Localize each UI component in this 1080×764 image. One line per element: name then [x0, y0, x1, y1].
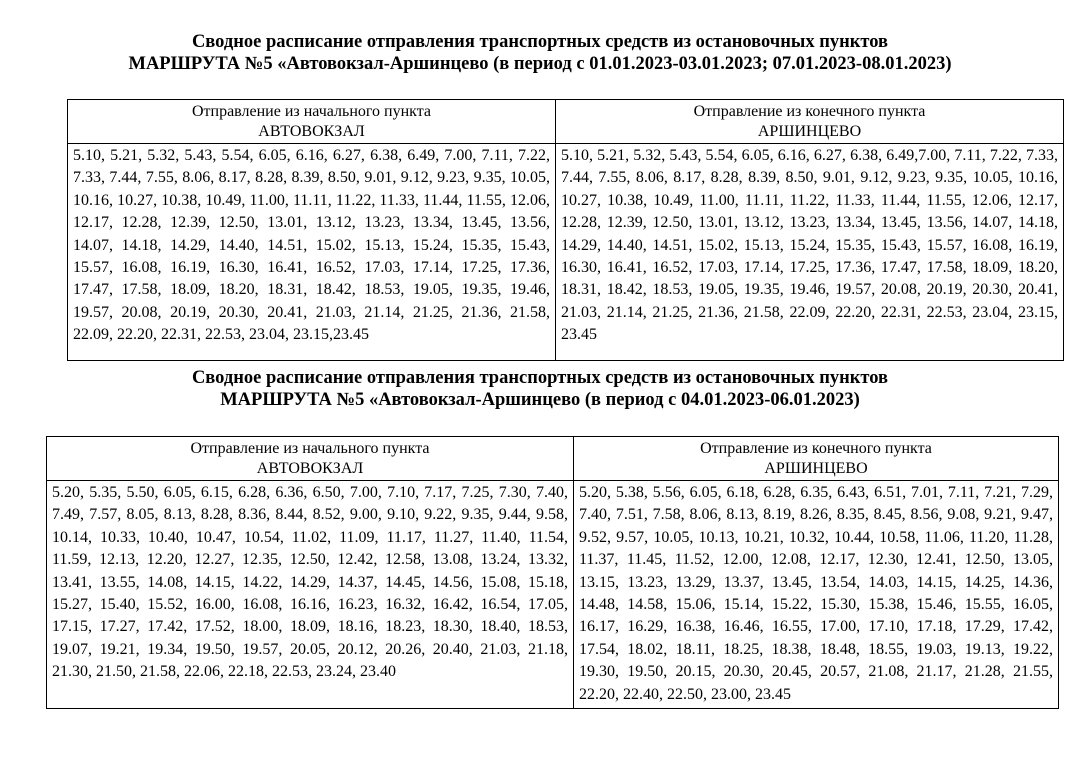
schedule1-title-line1: Сводное расписание отправления транспортных средств из остановочных пунктов: [191, 32, 889, 52]
schedule2-left-header: [47, 437, 574, 481]
schedule1-right-header-line1: Отправление из конечного пункта: [693, 103, 926, 120]
schedule2-table: [46, 436, 1059, 709]
schedule1-left-header: [68, 100, 556, 144]
schedule1-header-row: [68, 100, 1064, 144]
schedule2-title-line1: Сводное расписание отправления транспортных средств из остановочных пунктов: [191, 368, 889, 388]
schedule2-right-header-line1: Отправление из конечного пункта: [700, 440, 932, 457]
schedule1-left-header-line2: АВТОВОКЗАЛ: [258, 123, 365, 140]
schedule2-title-line2: МАРШРУТА №5 «Автовокзал-Аршинцево (в период с 04.01.2023-06.01.2023): [220, 390, 860, 410]
schedule2-left-header-line2: АВТОВОКЗАЛ: [256, 460, 364, 477]
schedule2-times-row: [47, 481, 1059, 709]
schedule2-right-header-line2: АРШИНЦЕВО: [764, 460, 868, 477]
schedule2-title: [0, 367, 1080, 411]
schedule1-times-row: [68, 144, 1064, 361]
schedule1-left-times: 5.10, 5.21, 5.32, 5.43, 5.54, 6.05, 6.16, 6.27, 6.38, 6.49, 7.00, 7.11, 7.22, 7.33, 7.44, 7.55, 8.06, 8.17, 8.28, 8.39, 8.50, 9.01, 9.12, 9.23, 9.35, 10.05, 10.16, 10.27, 10.38, 10.49, 11.00, 11.11, 11.22, 11.33, 11.44, 11.55, 12.06, 12.17, 12.28, 12.39, 12.50, 13.01, 13.12, 13.23, 13.34, 13.45, 13.56, 14.07, 14.18, 14.29, 14.40, 14.51, 15.02, 15.13, 15.24, 15.35, 15.43, 15.57, 16.08, 16.19, 16.30, 16.41, 16.52, 17.03, 17.14, 17.25, 17.36, 17.47, 17.58, 18.09, 18.20, 18.31, 18.42, 18.53, 19.05, 19.35, 19.46, 19.57, 20.08, 20.19, 20.30, 20.41, 21.03, 21.14, 21.25, 21.36, 21.58, 22.09, 22.20, 22.31, 22.53, 23.04, 23.15,23.45: [68, 144, 556, 361]
schedule1-table: [67, 99, 1064, 361]
schedule2-header-row: [47, 437, 1059, 481]
schedule1-right-header: [556, 100, 1064, 144]
schedule1-right-header-line2: АРШИНЦЕВО: [757, 123, 862, 140]
schedule1-title: [0, 31, 1080, 75]
schedule2-right-times: 5.20, 5.38, 5.56, 6.05, 6.18, 6.28, 6.35, 6.43, 6.51, 7.01, 7.11, 7.21, 7.29, 7.40, 7.51, 7.58, 8.06, 8.13, 8.19, 8.26, 8.35, 8.45, 8.56, 9.08, 9.21, 9.47, 9.52, 9.57, 10.05, 10.13, 10.21, 10.32, 10.44, 10.58, 11.06, 11.20, 11.28, 11.37, 11.45, 11.52, 12.00, 12.08, 12.17, 12.30, 12.41, 12.50, 13.05, 13.15, 13.23, 13.29, 13.37, 13.45, 13.54, 14.03, 14.15, 14.25, 14.36, 14.48, 14.58, 15.06, 15.14, 15.22, 15.30, 15.38, 15.46, 15.55, 16.05, 16.17, 16.29, 16.38, 16.46, 16.55, 17.00, 17.10, 17.18, 17.29, 17.42, 17.54, 18.02, 18.11, 18.25, 18.38, 18.48, 18.55, 19.03, 19.13, 19.22, 19.30, 19.50, 20.15, 20.30, 20.45, 20.57, 21.08, 21.17, 21.28, 21.55, 22.20, 22.40, 22.50, 23.00, 23.45: [574, 481, 1059, 709]
schedule2-left-header-line1: Отправление из начального пункта: [190, 440, 430, 457]
schedule2-right-header: [574, 437, 1059, 481]
schedule1-right-times: 5.10, 5.21, 5.32, 5.43, 5.54, 6.05, 6.16, 6.27, 6.38, 6.49,7.00, 7.11, 7.22, 7.33, 7.44, 7.55, 8.06, 8.17, 8.28, 8.39, 8.50, 9.01, 9.12, 9.23, 9.35, 10.05, 10.16, 10.27, 10.38, 10.49, 11.00, 11.11, 11.22, 11.33, 11.44, 11.55, 12.06, 12.17, 12.28, 12.39, 12.50, 13.01, 13.12, 13.23, 13.34, 13.45, 13.56, 14.07, 14.18, 14.29, 14.40, 14.51, 15.02, 15.13, 15.24, 15.35, 15.43, 15.57, 16.08, 16.19, 16.30, 16.41, 16.52, 17.03, 17.14, 17.25, 17.36, 17.47, 17.58, 18.09, 18.20, 18.31, 18.42, 18.53, 19.05, 19.35, 19.46, 19.57, 20.08, 20.19, 20.30, 20.41, 21.03, 21.14, 21.25, 21.36, 21.58, 22.09, 22.20, 22.31, 22.53, 23.04, 23.15, 23.45: [556, 144, 1064, 361]
schedule1-title-line2: МАРШРУТА №5 «Автовокзал-Аршинцево (в период с 01.01.2023-03.01.2023; 07.01.2023-08.01.2023): [128, 54, 952, 74]
schedule1-left-header-line1: Отправление из начального пункта: [191, 103, 432, 120]
schedule2-left-times: 5.20, 5.35, 5.50, 6.05, 6.15, 6.28, 6.36, 6.50, 7.00, 7.10, 7.17, 7.25, 7.30, 7.40, 7.49, 7.57, 8.05, 8.13, 8.28, 8.36, 8.44, 8.52, 9.00, 9.10, 9.22, 9.35, 9.44, 9.58, 10.14, 10.33, 10.40, 10.47, 10.54, 11.02, 11.09, 11.17, 11.27, 11.40, 11.54, 11.59, 12.13, 12.20, 12.27, 12.35, 12.50, 12.42, 12.58, 13.08, 13.24, 13.32, 13.41, 13.55, 14.08, 14.15, 14.22, 14.29, 14.37, 14.45, 14.56, 15.08, 15.18, 15.27, 15.40, 15.52, 16.00, 16.08, 16.16, 16.23, 16.32, 16.42, 16.54, 17.05, 17.15, 17.27, 17.42, 17.52, 18.00, 18.09, 18.16, 18.23, 18.30, 18.40, 18.53, 19.07, 19.21, 19.34, 19.50, 19.57, 20.05, 20.12, 20.26, 20.40, 21.03, 21.18, 21.30, 21.50, 21.58, 22.06, 22.18, 22.53, 23.24, 23.40: [47, 481, 574, 709]
